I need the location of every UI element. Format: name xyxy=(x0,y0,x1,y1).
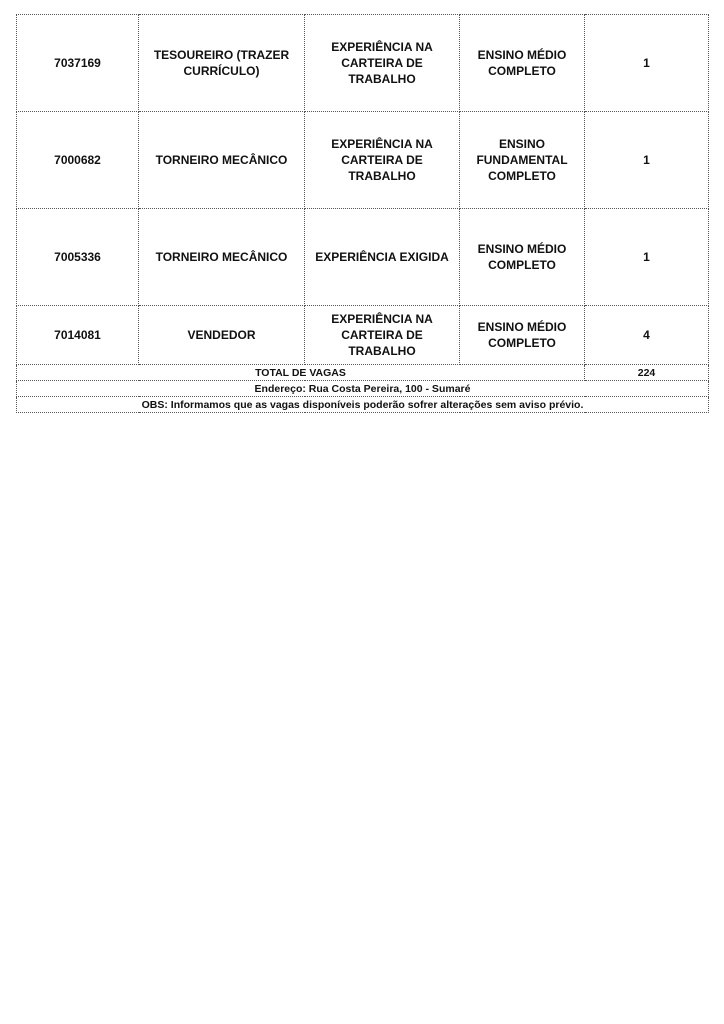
job-education-cell: ENSINO MÉDIO COMPLETO xyxy=(460,209,585,306)
job-role-cell: TORNEIRO MECÂNICO xyxy=(139,112,305,209)
job-code-cell: 7000682 xyxy=(17,112,139,209)
table-row xyxy=(17,112,709,209)
table-row xyxy=(17,209,709,306)
job-experience-cell: EXPERIÊNCIA NA CARTEIRA DE TRABALHO xyxy=(305,306,460,365)
job-table xyxy=(16,14,709,413)
address-row xyxy=(17,381,709,397)
job-listing-sheet xyxy=(16,14,708,413)
address-text: Endereço: Rua Costa Pereira, 100 - Sumaré xyxy=(17,381,709,397)
job-experience-cell: EXPERIÊNCIA NA CARTEIRA DE TRABALHO xyxy=(305,112,460,209)
table-row xyxy=(17,306,709,365)
note-row xyxy=(17,397,709,413)
job-experience-cell: EXPERIÊNCIA EXIGIDA xyxy=(305,209,460,306)
total-value: 224 xyxy=(585,365,709,381)
total-label: TOTAL DE VAGAS xyxy=(17,365,585,381)
job-code-cell: 7005336 xyxy=(17,209,139,306)
job-code-cell: 7014081 xyxy=(17,306,139,365)
table-row xyxy=(17,15,709,112)
job-education-cell: ENSINO FUNDAMENTAL COMPLETO xyxy=(460,112,585,209)
job-education-cell: ENSINO MÉDIO COMPLETO xyxy=(460,306,585,365)
job-experience-cell: EXPERIÊNCIA NA CARTEIRA DE TRABALHO xyxy=(305,15,460,112)
job-role-cell: TORNEIRO MECÂNICO xyxy=(139,209,305,306)
job-education-cell: ENSINO MÉDIO COMPLETO xyxy=(460,15,585,112)
job-role-cell: VENDEDOR xyxy=(139,306,305,365)
job-vacancies-cell: 1 xyxy=(585,209,709,306)
job-role-cell: TESOUREIRO (TRAZER CURRÍCULO) xyxy=(139,15,305,112)
job-vacancies-cell: 4 xyxy=(585,306,709,365)
note-text: OBS: Informamos que as vagas disponíveis poderão sofrer alterações sem aviso prévio. xyxy=(17,397,709,413)
job-vacancies-cell: 1 xyxy=(585,112,709,209)
job-code-cell: 7037169 xyxy=(17,15,139,112)
job-vacancies-cell: 1 xyxy=(585,15,709,112)
total-row xyxy=(17,365,709,381)
